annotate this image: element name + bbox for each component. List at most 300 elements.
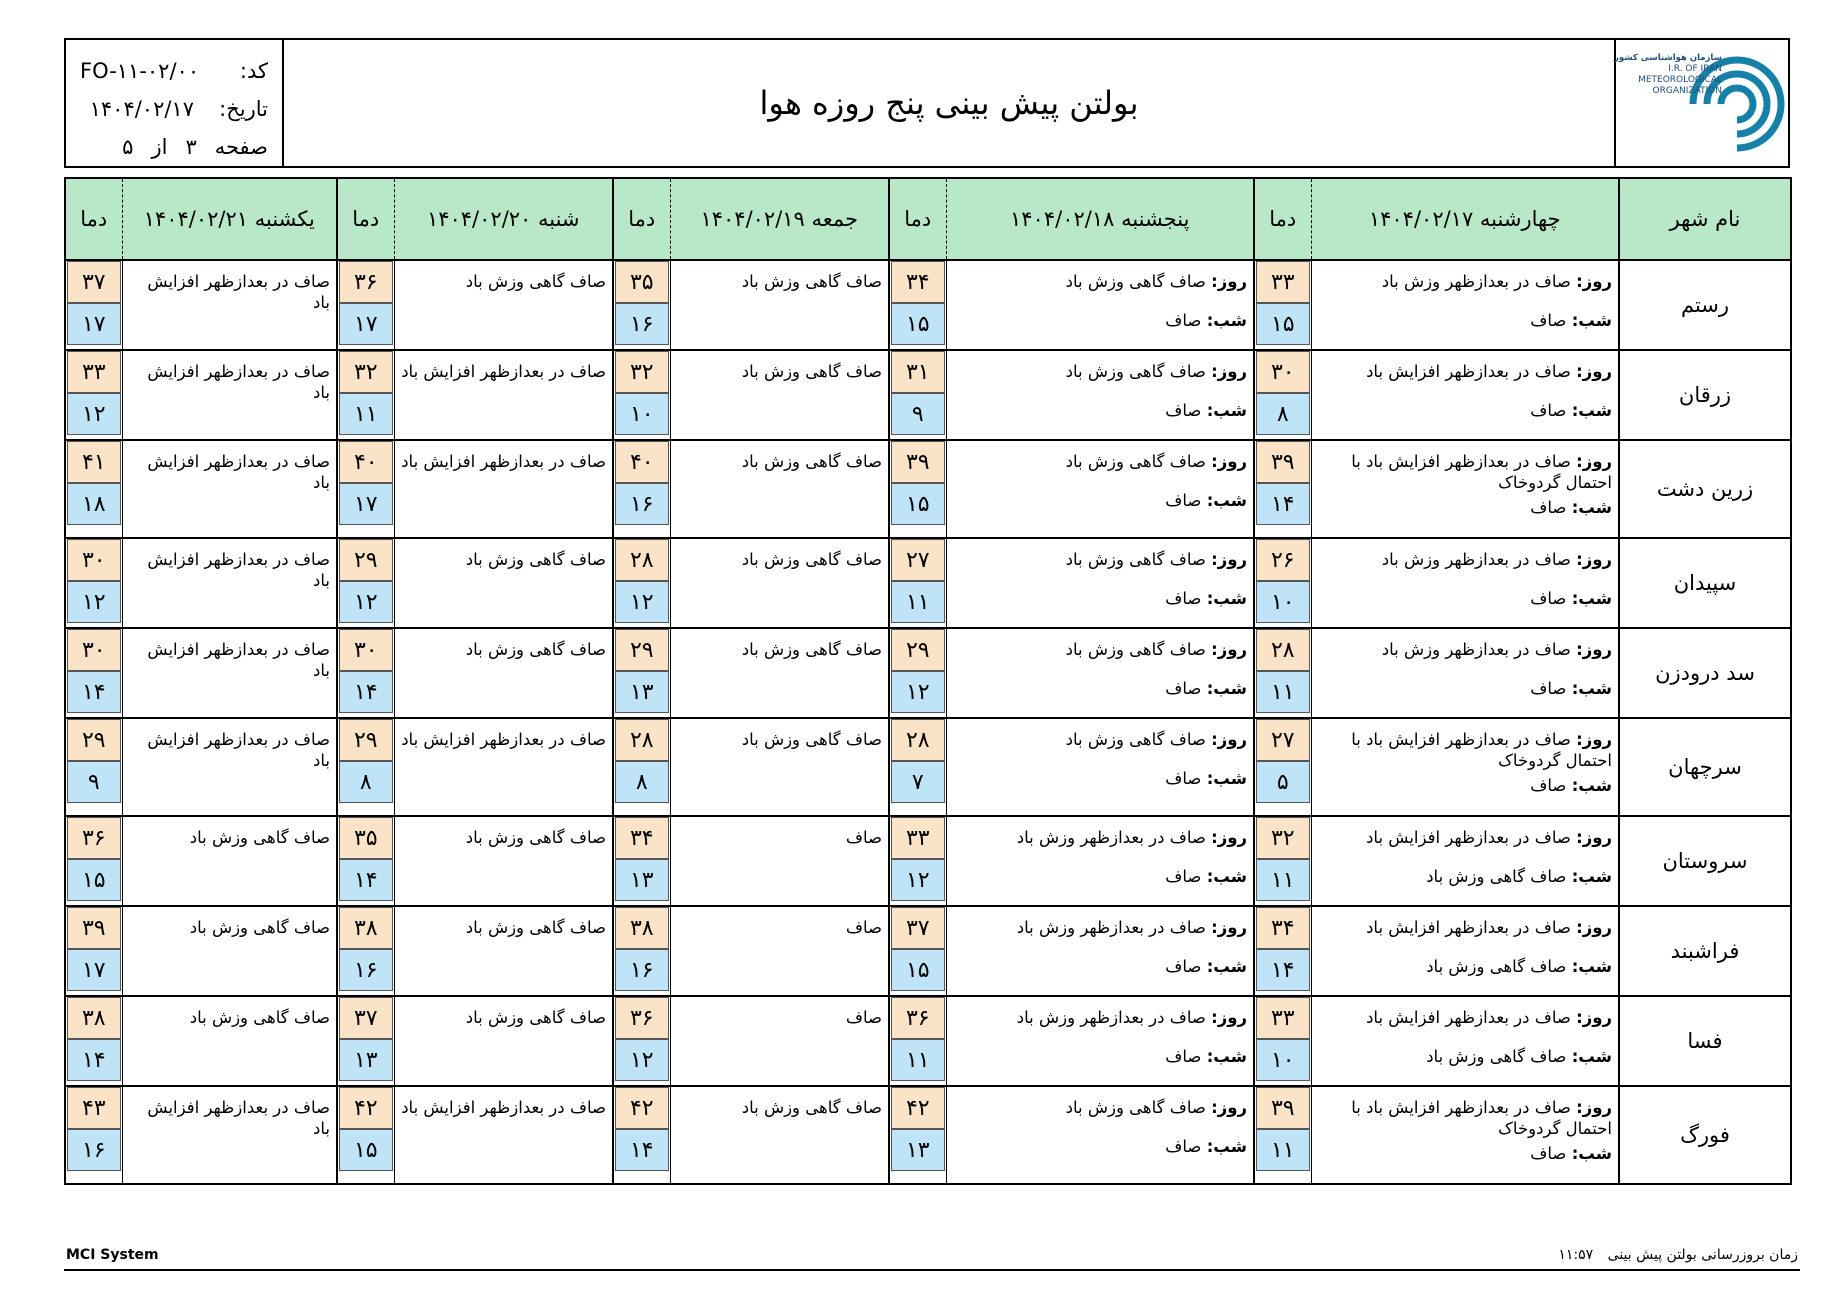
temp-cell <box>337 350 394 440</box>
city-name: سرچهان <box>1619 718 1791 816</box>
min-temp: ۱۶ <box>615 303 669 345</box>
night-forecast-text: صاف <box>1165 679 1202 698</box>
night-forecast-text: صاف <box>1165 401 1202 420</box>
day-forecast <box>953 1097 1248 1118</box>
day-label: روز: <box>1211 730 1247 749</box>
temp-cell <box>613 350 670 440</box>
forecast-desc <box>1311 1086 1619 1184</box>
forecast-text: صاف گاهی وزش باد <box>741 640 882 659</box>
temp-cell <box>65 350 122 440</box>
forecast-text: صاف <box>845 1008 882 1027</box>
organization-logo <box>1614 40 1788 166</box>
forecast-desc <box>394 1086 613 1184</box>
temp-cell <box>65 996 122 1086</box>
night-forecast-text: صاف <box>1530 401 1567 420</box>
min-temp: ۱۴ <box>339 859 393 901</box>
max-temp: ۳۹ <box>67 907 121 949</box>
night-forecast <box>1318 956 1613 977</box>
min-temp: ۱۵ <box>67 859 121 901</box>
min-temp: ۱۴ <box>67 671 121 713</box>
temp-cell <box>337 1086 394 1184</box>
min-temp: ۱۴ <box>1256 483 1310 525</box>
forecast-desc <box>670 260 889 350</box>
min-temp: ۱۷ <box>339 303 393 345</box>
night-forecast <box>1318 866 1613 887</box>
day-forecast-text: صاف در بعدازظهر افزایش باد با احتمال گردوخاک <box>1351 730 1612 770</box>
forecast-desc <box>122 816 337 906</box>
day-forecast-text: صاف در بعدازظهر وزش باد <box>1381 272 1571 291</box>
min-temp: ۱۶ <box>67 1129 121 1171</box>
temp-cell <box>889 538 946 628</box>
temp-pair <box>67 539 121 623</box>
temp-pair <box>67 629 121 713</box>
temp-pair <box>67 1087 121 1171</box>
temp-cell <box>65 1086 122 1184</box>
min-temp: ۱۵ <box>339 1129 393 1171</box>
max-temp: ۳۷ <box>891 907 945 949</box>
temp-cell <box>889 260 946 350</box>
forecast-text: صاف در بعدازظهر افزایش باد <box>147 640 330 680</box>
temp-cell <box>613 996 670 1086</box>
svg-text:I.R. OF IRAN: I.R. OF IRAN <box>1668 64 1722 74</box>
max-temp: ۲۹ <box>339 539 393 581</box>
temp-cell <box>1254 440 1311 538</box>
forecast-text: صاف گاهی وزش باد <box>465 640 606 659</box>
day-forecast <box>953 549 1248 570</box>
max-temp: ۴۲ <box>339 1087 393 1129</box>
min-temp: ۱۰ <box>1256 1039 1310 1081</box>
min-temp: ۱۱ <box>339 393 393 435</box>
temp-pair <box>339 817 393 901</box>
forecast-desc <box>394 538 613 628</box>
forecast-desc <box>1311 440 1619 538</box>
forecast-desc <box>1311 538 1619 628</box>
temp-cell <box>337 260 394 350</box>
day-forecast <box>1318 827 1613 848</box>
min-temp: ۱۶ <box>615 949 669 991</box>
night-forecast <box>953 588 1248 609</box>
min-temp: ۱۲ <box>67 581 121 623</box>
max-temp: ۳۰ <box>1256 351 1310 393</box>
min-temp: ۱۶ <box>339 949 393 991</box>
table-row <box>65 906 1791 996</box>
day-forecast-text: صاف گاهی وزش باد <box>1065 640 1206 659</box>
min-temp: ۱۵ <box>891 303 945 345</box>
temp-cell <box>1254 628 1311 718</box>
max-temp: ۴۰ <box>615 441 669 483</box>
night-label: شب: <box>1206 957 1247 976</box>
meteorological-organization-logo-icon <box>1613 48 1777 158</box>
city-name: فسا <box>1619 996 1791 1086</box>
temp-pair <box>615 817 669 901</box>
min-temp: ۸ <box>1256 393 1310 435</box>
day-label: روز: <box>1576 640 1612 659</box>
forecast-text: صاف گاهی وزش باد <box>741 550 882 569</box>
page-number: ۳ <box>185 135 197 159</box>
temp-pair <box>1256 539 1310 623</box>
day-label: روز: <box>1211 828 1247 847</box>
forecast-text: صاف گاهی وزش باد <box>741 452 882 471</box>
max-temp: ۳۶ <box>339 261 393 303</box>
forecast-desc <box>1311 996 1619 1086</box>
forecast-desc <box>1311 906 1619 996</box>
temp-pair <box>891 629 945 713</box>
city-name: زرقان <box>1619 350 1791 440</box>
city-name: فراشبند <box>1619 906 1791 996</box>
temp-header: دما <box>65 178 122 260</box>
day-forecast-text: صاف گاهی وزش باد <box>1065 362 1206 381</box>
page-row <box>80 128 268 166</box>
bulletin-page <box>64 38 1790 1185</box>
forecast-desc <box>946 628 1254 718</box>
max-temp: ۳۹ <box>891 441 945 483</box>
night-forecast-text: صاف <box>1530 498 1567 517</box>
forecast-text: صاف در بعدازظهر افزایش باد <box>147 550 330 590</box>
temp-cell <box>889 628 946 718</box>
day-forecast-text: صاف گاهی وزش باد <box>1065 550 1206 569</box>
temp-cell <box>65 440 122 538</box>
temp-cell <box>613 1086 670 1184</box>
forecast-text: صاف در بعدازظهر افزایش باد <box>147 1098 330 1138</box>
night-forecast <box>1318 497 1613 518</box>
min-temp: ۱۴ <box>339 671 393 713</box>
day-3-header: جمعه ۱۴۰۴/۰۲/۱۹ <box>670 178 889 260</box>
forecast-text: صاف گاهی وزش باد <box>189 918 330 937</box>
night-forecast <box>1318 400 1613 421</box>
forecast-desc <box>946 440 1254 538</box>
table-row <box>65 816 1791 906</box>
day-label: روز: <box>1211 452 1247 471</box>
forecast-desc <box>946 1086 1254 1184</box>
temp-pair <box>1256 1087 1310 1171</box>
day-forecast-text: صاف در بعدازظهر افزایش باد <box>1366 1008 1571 1027</box>
day-forecast-text: صاف در بعدازظهر افزایش باد <box>1366 918 1571 937</box>
forecast-desc <box>122 1086 337 1184</box>
temp-pair <box>67 719 121 803</box>
min-temp: ۱۲ <box>615 1039 669 1081</box>
max-temp: ۲۹ <box>67 719 121 761</box>
max-temp: ۲۸ <box>891 719 945 761</box>
day-forecast <box>1318 1097 1613 1139</box>
night-forecast <box>953 1136 1248 1157</box>
temp-cell <box>1254 538 1311 628</box>
forecast-text: صاف گاهی وزش باد <box>465 918 606 937</box>
date-row <box>80 90 268 128</box>
day-forecast-text: صاف در بعدازظهر افزایش باد با احتمال گردوخاک <box>1351 1098 1612 1138</box>
night-forecast <box>953 956 1248 977</box>
max-temp: ۳۳ <box>1256 997 1310 1039</box>
night-forecast-text: صاف <box>1165 957 1202 976</box>
day-forecast <box>953 1007 1248 1028</box>
forecast-text: صاف گاهی وزش باد <box>189 828 330 847</box>
night-label: شب: <box>1206 311 1247 330</box>
night-forecast-text: صاف <box>1530 776 1567 795</box>
max-temp: ۳۷ <box>67 261 121 303</box>
temp-cell <box>65 816 122 906</box>
temp-cell <box>337 996 394 1086</box>
night-label: شب: <box>1206 867 1247 886</box>
temp-pair <box>615 351 669 435</box>
forecast-desc <box>946 816 1254 906</box>
forecast-text: صاف گاهی وزش باد <box>465 1008 606 1027</box>
forecast-desc <box>122 440 337 538</box>
min-temp: ۱۲ <box>891 859 945 901</box>
forecast-desc <box>946 260 1254 350</box>
forecast-text: صاف گاهی وزش باد <box>741 362 882 381</box>
forecast-desc <box>946 350 1254 440</box>
forecast-text: صاف در بعدازظهر افزایش باد <box>147 272 330 312</box>
forecast-text: صاف گاهی وزش باد <box>741 1098 882 1117</box>
day-label: روز: <box>1576 362 1612 381</box>
city-name: سروستان <box>1619 816 1791 906</box>
system-name: MCI System <box>66 1247 159 1263</box>
temp-pair <box>339 261 393 345</box>
temp-cell <box>1254 1086 1311 1184</box>
forecast-desc <box>122 906 337 996</box>
min-temp: ۱۴ <box>1256 949 1310 991</box>
max-temp: ۴۲ <box>891 1087 945 1129</box>
temp-header: دما <box>337 178 394 260</box>
forecast-desc <box>394 816 613 906</box>
temp-cell <box>889 1086 946 1184</box>
forecast-text: صاف گاهی وزش باد <box>465 272 606 291</box>
temp-cell <box>337 816 394 906</box>
day-label: روز: <box>1576 730 1612 749</box>
night-label: شب: <box>1206 769 1247 788</box>
day-forecast <box>953 917 1248 938</box>
temp-pair <box>1256 997 1310 1081</box>
temp-pair <box>339 719 393 803</box>
forecast-desc <box>1311 350 1619 440</box>
night-forecast-text: صاف <box>1530 311 1567 330</box>
max-temp: ۲۷ <box>1256 719 1310 761</box>
temp-pair <box>1256 351 1310 435</box>
min-temp: ۱۴ <box>615 1129 669 1171</box>
forecast-text: صاف در بعدازظهر افزایش باد <box>401 362 606 381</box>
day-forecast-text: صاف در بعدازظهر افزایش باد با احتمال گردوخاک <box>1351 452 1612 492</box>
forecast-text: صاف گاهی وزش باد <box>189 1008 330 1027</box>
temp-pair <box>339 539 393 623</box>
temp-cell <box>337 628 394 718</box>
bulletin-title: بولتن پیش بینی پنج روزه هوا <box>759 84 1139 122</box>
city-name: زرین دشت <box>1619 440 1791 538</box>
temp-cell <box>1254 260 1311 350</box>
min-temp: ۱۱ <box>891 1039 945 1081</box>
temp-pair <box>339 997 393 1081</box>
temp-cell <box>1254 996 1311 1086</box>
day-forecast <box>1318 271 1613 292</box>
temp-pair <box>67 261 121 345</box>
max-temp: ۲۷ <box>891 539 945 581</box>
day-forecast <box>953 639 1248 660</box>
night-forecast <box>953 768 1248 789</box>
temp-cell <box>65 628 122 718</box>
forecast-desc <box>122 350 337 440</box>
day-forecast <box>1318 451 1613 493</box>
temp-cell <box>1254 816 1311 906</box>
forecast-desc <box>122 260 337 350</box>
temp-pair <box>339 907 393 991</box>
forecast-desc <box>122 718 337 816</box>
forecast-text: صاف در بعدازظهر افزایش باد <box>147 452 330 492</box>
temp-cell <box>889 906 946 996</box>
night-label: شب: <box>1206 589 1247 608</box>
forecast-desc <box>670 996 889 1086</box>
night-forecast-text: صاف <box>1165 1047 1202 1066</box>
city-name: سپیدان <box>1619 538 1791 628</box>
forecast-text: صاف در بعدازظهر افزایش باد <box>401 730 606 749</box>
min-temp: ۱۲ <box>615 581 669 623</box>
temp-cell <box>613 260 670 350</box>
forecast-desc <box>122 538 337 628</box>
max-temp: ۲۹ <box>339 719 393 761</box>
day-forecast <box>1318 729 1613 771</box>
max-temp: ۲۹ <box>891 629 945 671</box>
day-forecast-text: صاف در بعدازظهر وزش باد <box>1381 640 1571 659</box>
min-temp: ۱۱ <box>1256 671 1310 713</box>
temp-cell <box>889 816 946 906</box>
day-forecast-text: صاف در بعدازظهر افزایش باد <box>1366 828 1571 847</box>
day-label: روز: <box>1211 1098 1247 1117</box>
day-forecast <box>953 271 1248 292</box>
temp-cell <box>337 538 394 628</box>
min-temp: ۱۱ <box>1256 859 1310 901</box>
min-temp: ۱۳ <box>339 1039 393 1081</box>
temp-cell <box>337 440 394 538</box>
forecast-text: صاف در بعدازظهر افزایش باد <box>147 362 330 402</box>
temp-pair <box>1256 441 1310 525</box>
day-label: روز: <box>1576 272 1612 291</box>
temp-pair <box>615 539 669 623</box>
temp-cell <box>1254 350 1311 440</box>
temp-pair <box>67 997 121 1081</box>
forecast-desc <box>1311 816 1619 906</box>
temp-pair <box>1256 261 1310 345</box>
max-temp: ۳۴ <box>1256 907 1310 949</box>
min-temp: ۱۱ <box>891 581 945 623</box>
temp-cell <box>889 350 946 440</box>
min-temp: ۱۰ <box>1256 581 1310 623</box>
document-meta <box>66 40 284 166</box>
forecast-desc <box>670 718 889 816</box>
night-forecast-text: صاف گاهی وزش باد <box>1426 957 1567 976</box>
night-label: شب: <box>1206 401 1247 420</box>
min-temp: ۸ <box>339 761 393 803</box>
min-temp: ۱۲ <box>339 581 393 623</box>
max-temp: ۳۰ <box>67 629 121 671</box>
max-temp: ۳۸ <box>615 907 669 949</box>
min-temp: ۱۷ <box>339 483 393 525</box>
max-temp: ۳۲ <box>615 351 669 393</box>
night-forecast-text: صاف <box>1165 867 1202 886</box>
day-forecast <box>1318 361 1613 382</box>
forecast-desc <box>394 906 613 996</box>
forecast-text: صاف <box>845 918 882 937</box>
code-value: FO-۱۱-۰۲/۰۰ <box>80 59 200 83</box>
night-label: شب: <box>1571 401 1612 420</box>
city-column-header: نام شهر <box>1619 178 1791 260</box>
forecast-desc <box>394 718 613 816</box>
forecast-desc <box>670 350 889 440</box>
forecast-desc <box>394 350 613 440</box>
code-row <box>80 52 268 90</box>
night-label: شب: <box>1571 1144 1612 1163</box>
city-name: سد درودزن <box>1619 628 1791 718</box>
temp-cell <box>613 440 670 538</box>
max-temp: ۳۲ <box>339 351 393 393</box>
night-label: شب: <box>1206 679 1247 698</box>
temp-cell <box>889 440 946 538</box>
temp-cell <box>65 718 122 816</box>
temp-pair <box>1256 907 1310 991</box>
min-temp: ۱۲ <box>67 393 121 435</box>
night-forecast-text: صاف گاهی وزش باد <box>1426 867 1567 886</box>
min-temp: ۱۵ <box>891 949 945 991</box>
page-footer <box>64 1243 1800 1271</box>
temp-pair <box>891 1087 945 1171</box>
forecast-desc <box>670 816 889 906</box>
max-temp: ۳۳ <box>67 351 121 393</box>
forecast-text: صاف گاهی وزش باد <box>741 272 882 291</box>
day-label: روز: <box>1576 828 1612 847</box>
forecast-desc <box>946 538 1254 628</box>
day-5-header: یکشنبه ۱۴۰۴/۰۲/۲۱ <box>122 178 337 260</box>
temp-header: دما <box>613 178 670 260</box>
day-label: روز: <box>1576 452 1612 471</box>
svg-text:سازمان هواشناسی کشور: سازمان هواشناسی کشور <box>1613 53 1722 63</box>
min-temp: ۱۳ <box>891 1129 945 1171</box>
night-forecast-text: صاف <box>1165 491 1202 510</box>
max-temp: ۴۱ <box>67 441 121 483</box>
temp-cell <box>1254 718 1311 816</box>
temp-pair <box>339 629 393 713</box>
svg-text:ORGANIZATION: ORGANIZATION <box>1652 86 1722 96</box>
day-label: روز: <box>1211 1008 1247 1027</box>
forecast-desc <box>670 628 889 718</box>
temp-cell <box>613 628 670 718</box>
forecast-desc <box>1311 260 1619 350</box>
forecast-rows <box>65 260 1791 1184</box>
temp-cell <box>613 816 670 906</box>
day-label: روز: <box>1211 550 1247 569</box>
temp-cell <box>613 538 670 628</box>
table-row <box>65 350 1791 440</box>
temp-pair <box>339 441 393 525</box>
night-forecast-text: صاف <box>1165 311 1202 330</box>
temp-pair <box>615 907 669 991</box>
forecast-desc <box>670 1086 889 1184</box>
date-value: ۱۴۰۴/۰۲/۱۷ <box>89 97 194 121</box>
forecast-table <box>64 177 1792 1185</box>
temp-pair <box>1256 817 1310 901</box>
temp-pair <box>891 441 945 525</box>
temp-pair <box>67 907 121 991</box>
table-row <box>65 718 1791 816</box>
day-label: روز: <box>1576 918 1612 937</box>
temp-pair <box>891 719 945 803</box>
min-temp: ۱۳ <box>615 671 669 713</box>
page-total: ۵ <box>122 135 134 159</box>
day-label: روز: <box>1576 1098 1612 1117</box>
day-label: روز: <box>1211 272 1247 291</box>
table-row <box>65 260 1791 350</box>
day-4-header: شنبه ۱۴۰۴/۰۲/۲۰ <box>394 178 613 260</box>
forecast-text: صاف گاهی وزش باد <box>741 730 882 749</box>
night-forecast <box>1318 310 1613 331</box>
table-row <box>65 996 1791 1086</box>
max-temp: ۳۱ <box>891 351 945 393</box>
day-1-header: چهارشنبه ۱۴۰۴/۰۲/۱۷ <box>1311 178 1619 260</box>
